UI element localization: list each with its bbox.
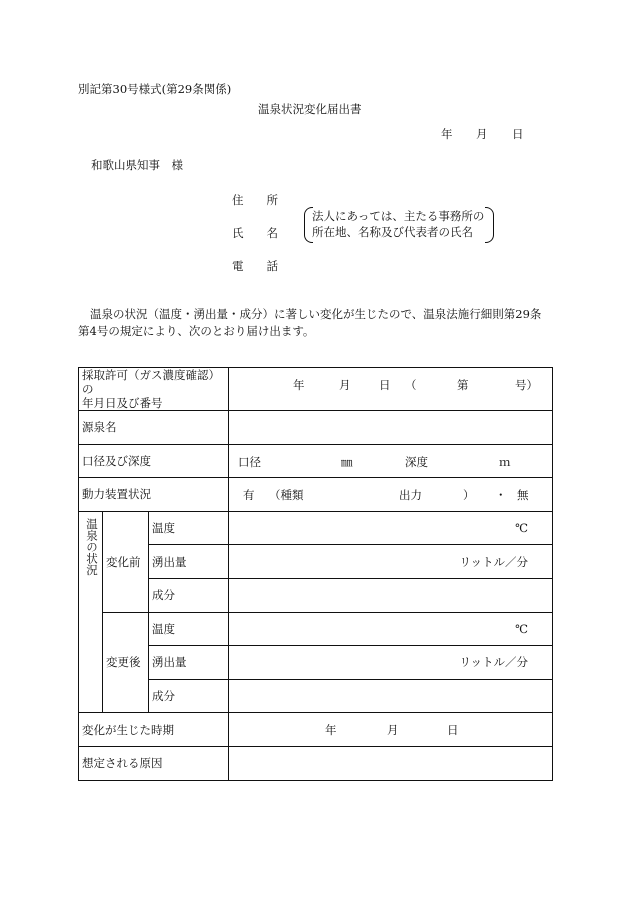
before-change-label: 変化前	[103, 511, 149, 612]
date-month: 月	[476, 127, 488, 141]
table-row-cause	[79, 746, 553, 780]
table-row-after-flow	[79, 646, 553, 680]
table-row-before-temp	[79, 511, 553, 545]
right-bracket	[485, 207, 494, 243]
table-row-permit	[79, 368, 553, 411]
power-value[interactable]: 有 （種類 出力 ） ・ 無	[229, 478, 553, 512]
hot-spring-status-label: 温泉の状況	[79, 511, 103, 713]
table-row-source	[79, 411, 553, 445]
after-comp-label: 成分	[149, 679, 229, 713]
corporate-note-line-2: 所在地、名称及び代表者の氏名	[312, 225, 473, 239]
table-row-bore	[79, 444, 553, 478]
statement	[78, 306, 554, 340]
table-row-before-flow	[79, 545, 553, 579]
before-flow-label: 湧出量	[149, 545, 229, 579]
table-row-change-time	[79, 713, 553, 747]
before-temp-value[interactable]: ℃	[229, 511, 553, 545]
source-name-label: 源泉名	[79, 411, 229, 445]
corporate-note	[304, 207, 494, 241]
bore-label: 口径及び深度	[79, 444, 229, 478]
document-title: 温泉状況変化届出書	[258, 102, 362, 116]
cause-label: 想定される原因	[79, 746, 229, 780]
table-row-after-temp	[79, 612, 553, 646]
date-day: 日	[512, 127, 524, 141]
before-comp-value[interactable]	[229, 578, 553, 612]
statement-line-1: 温泉の状況（温度・湧出量・成分）に著しい変化が生じたので、温泉法施行細則第29条	[90, 307, 542, 321]
after-flow-label: 湧出量	[149, 646, 229, 680]
phone-label: 電 話	[232, 259, 278, 273]
power-label: 動力装置状況	[79, 478, 229, 512]
before-comp-label: 成分	[149, 578, 229, 612]
before-flow-value[interactable]: リットル／分	[229, 545, 553, 579]
change-time-label: 変化が生じた時期	[79, 713, 229, 747]
notification-table	[78, 367, 553, 781]
form-number: 別記第30号様式(第29条関係)	[78, 82, 232, 96]
source-name-value[interactable]	[229, 411, 553, 445]
corporate-note-line-1: 法人にあっては、主たる事務所の	[312, 209, 485, 223]
cause-value[interactable]	[229, 746, 553, 780]
name-label: 氏 名	[232, 226, 278, 240]
address-label: 住 所	[232, 193, 278, 207]
bore-value[interactable]: 口径 ㎜ 深度 ｍ	[229, 444, 553, 478]
permit-value[interactable]: 年 月 日 （ 第 号）	[229, 368, 553, 411]
table-row-after-comp	[79, 679, 553, 713]
table-row-power	[79, 478, 553, 512]
after-flow-value[interactable]: リットル／分	[229, 646, 553, 680]
addressee: 和歌山県知事 様	[91, 158, 183, 172]
table-row-before-comp	[79, 578, 553, 612]
date-year: 年	[441, 127, 453, 141]
change-time-value[interactable]: 年 月 日	[229, 713, 553, 747]
before-temp-label: 温度	[149, 511, 229, 545]
statement-line-2: 第4号の規定により、次のとおり届け出ます。	[78, 324, 315, 338]
after-change-label: 変更後	[103, 612, 149, 713]
permit-label: 採取許可（ガス濃度確認）の 年月日及び番号	[79, 368, 229, 411]
after-temp-label: 温度	[149, 612, 229, 646]
after-comp-value[interactable]	[229, 679, 553, 713]
after-temp-value[interactable]: ℃	[229, 612, 553, 646]
